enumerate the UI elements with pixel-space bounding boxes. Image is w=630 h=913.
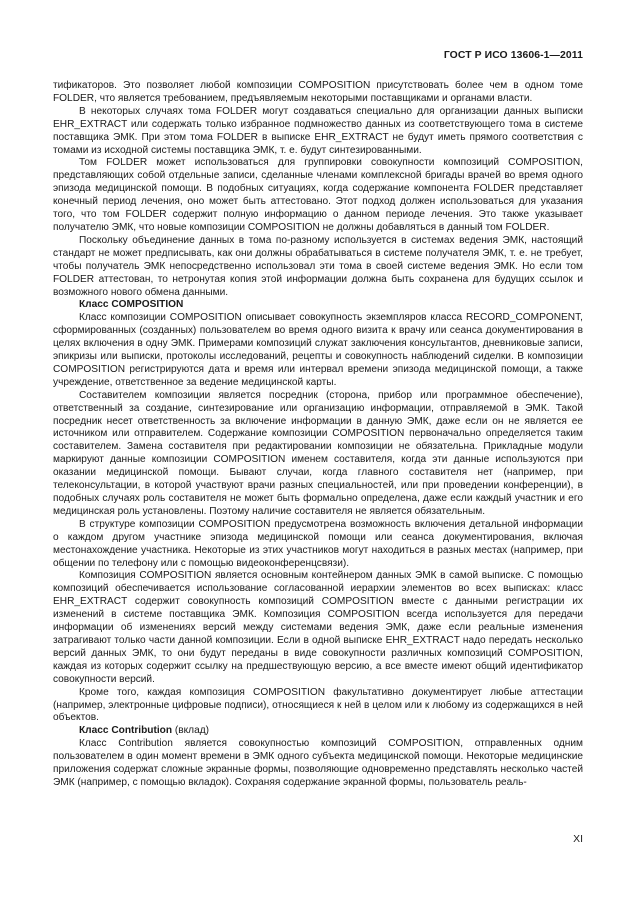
section-heading-composition: Класс COMPOSITION (79, 299, 184, 311)
heading-subtitle: (вклад) (174, 725, 210, 737)
paragraph: Класс композиции COMPOSITION описывает совокупность экземпляров класса RECORD_COMPONENT, сформированных (созданных) пользователем во время одного визита к врачу или сеанса документирования в целях включения в одну ЭМК. Примерами композиций служат заключения консультантов, дневниковые записи, эпикризы или выписки, протоколы исследований, рецепты и совокупность наблюдений сиделки. В композиции COMPOSITION регистрируются дата и время или интервал времени эпизода медицинской помощи, а также учреждение, ответственное за ведение медицинской карты. (53, 312, 583, 388)
paragraph: Композиция COMPOSITION является основным контейнером данных ЭМК в самой выписке. С помощью композиций обеспечивается использование согласованной иерархии элементов во всех выписках: класс EHR_EXTRACT содержит совокупность композиций COMPOSITION вместе с данными регистрации их изменений в системе поставщика ЭМК. Композиция COMPOSITION всегда используется для передачи информации об изменениях версий между системами ведения ЭМК, даже если реальные изменения затрагивают только части данной композиции. Если в одной выписке EHR_EXTRACT надо передать несколько версий данных ЭМК, то они будут переданы в виде совокупности различных композиций COMPOSITION, каждая из которых содержит ссылку на предшествующую версию, а все вместе имеют общий идентификатор совокупности версий. (53, 570, 583, 685)
paragraph: Составителем композиции является посредник (сторона, прибор или программное обеспечение), ответственный за создание, синтезирование или организацию информации, отправляемой в ЭМК. Такой посредник несет ответственность за включение информации в данную ЭМК, даже если он не является ее источником или отправителем. Содержание композиции COMPOSITION первоначально определяется таким составителем. Замена составителя при редактировании композиции не обязательна. Прикладные модули маркируют данные композиции COMPOSITION именем составителя, когда эти данные используются при оказании медицинской помощи. Бывают случаи, когда главного составителя нет (например, при телеконсультации, в которой участвуют врачи разных специальностей, или при проведении конференции), в подобных случаях роль составителя не может быть формально определена, даже если каждый участник и его медицинская роль установлены. Поэтому наличие составителя не является обязательным. (53, 389, 583, 517)
page-number: XI (573, 834, 583, 845)
paragraph: В структуре композиции COMPOSITION предусмотрена возможность включения детальной информации о каждом другом участнике эпизода медицинской помощи или сеанса документирования, включая местонахождение участника. Некоторые из этих участников могут находиться в разных местах (например, при общении по телефону или с помощью видеоконференцсвязи). (53, 518, 583, 569)
paragraph: В некоторых случаях тома FOLDER могут создаваться специально для организации данных выписки EHR_EXTRACT или содержать только избранное подмножество данных из соответствующего тома в системе поставщика ЭМК. При этом тома FOLDER в выписке EHR_EXTRACT не будут иметь прямого соответствия с томами из исходной системы поставщика ЭМК, т. е. будут синтезированными. (53, 105, 583, 156)
paragraph: Кроме того, каждая композиция COMPOSITION факультативно документирует любые аттестации (например, электронные цифровые подписи), относящиеся к ней в целом или к любому из содержащихся в ней объектов. (53, 686, 583, 724)
paragraph: Класс Contribution является совокупностью композиций COMPOSITION, отправленных одним пользователем в один момент времени в ЭМК одного субъекта медицинской помощи. Некоторые медицинские приложения содержат сложные экранные формы, позволяющие одновременно представлять несколько частей ЭМК (например, с помощью вкладок). Сохраняя содержание экранной формы, пользователь реаль- (53, 738, 583, 788)
heading-title: Класс Contribution (79, 725, 173, 737)
paragraph: Поскольку объединение данных в тома по-разному используется в системах ведения ЭМК, настоящий стандарт не может предписывать, как они должны обрабатываться в системе получателя ЭМК, т. е. не требует, чтобы получатель ЭМК непосредственно использовал эти тома в своей системе ведения ЭМК. Но если том FOLDER аттестован, то нетронутая копия этой информации должна быть сохранена для будущих ссылок и возможного нового обмена данными. (53, 234, 583, 298)
document-body (53, 80, 583, 790)
document-id: ГОСТ Р ИСО 13606-1—2011 (443, 50, 583, 61)
paragraph: Том FOLDER может использоваться для группировки совокупности композиций COMPOSITION, представляющих собой отдельные записи, сделанные членами комплексной бригады врачей во время одного эпизода медицинской помощи. В подобных ситуациях, когда содержание компонента FOLDER представляет конечный период лечения, оно может быть аттестовано. Этот подход должен использоваться для указания того, что том FOLDER содержит полную информацию о данном периоде лечения. Это также указывает получателю ЭМК, что новые композиции COMPOSITION не должны добавляться в данный том FOLDER. (53, 157, 583, 233)
paragraph: тификаторов. Это позволяет любой композиции COMPOSITION присутствовать более чем в одном томе FOLDER, что является требованием, предъявляемым некоторыми поставщиками и органами власти. (53, 80, 583, 104)
section-heading-contribution (53, 725, 583, 738)
